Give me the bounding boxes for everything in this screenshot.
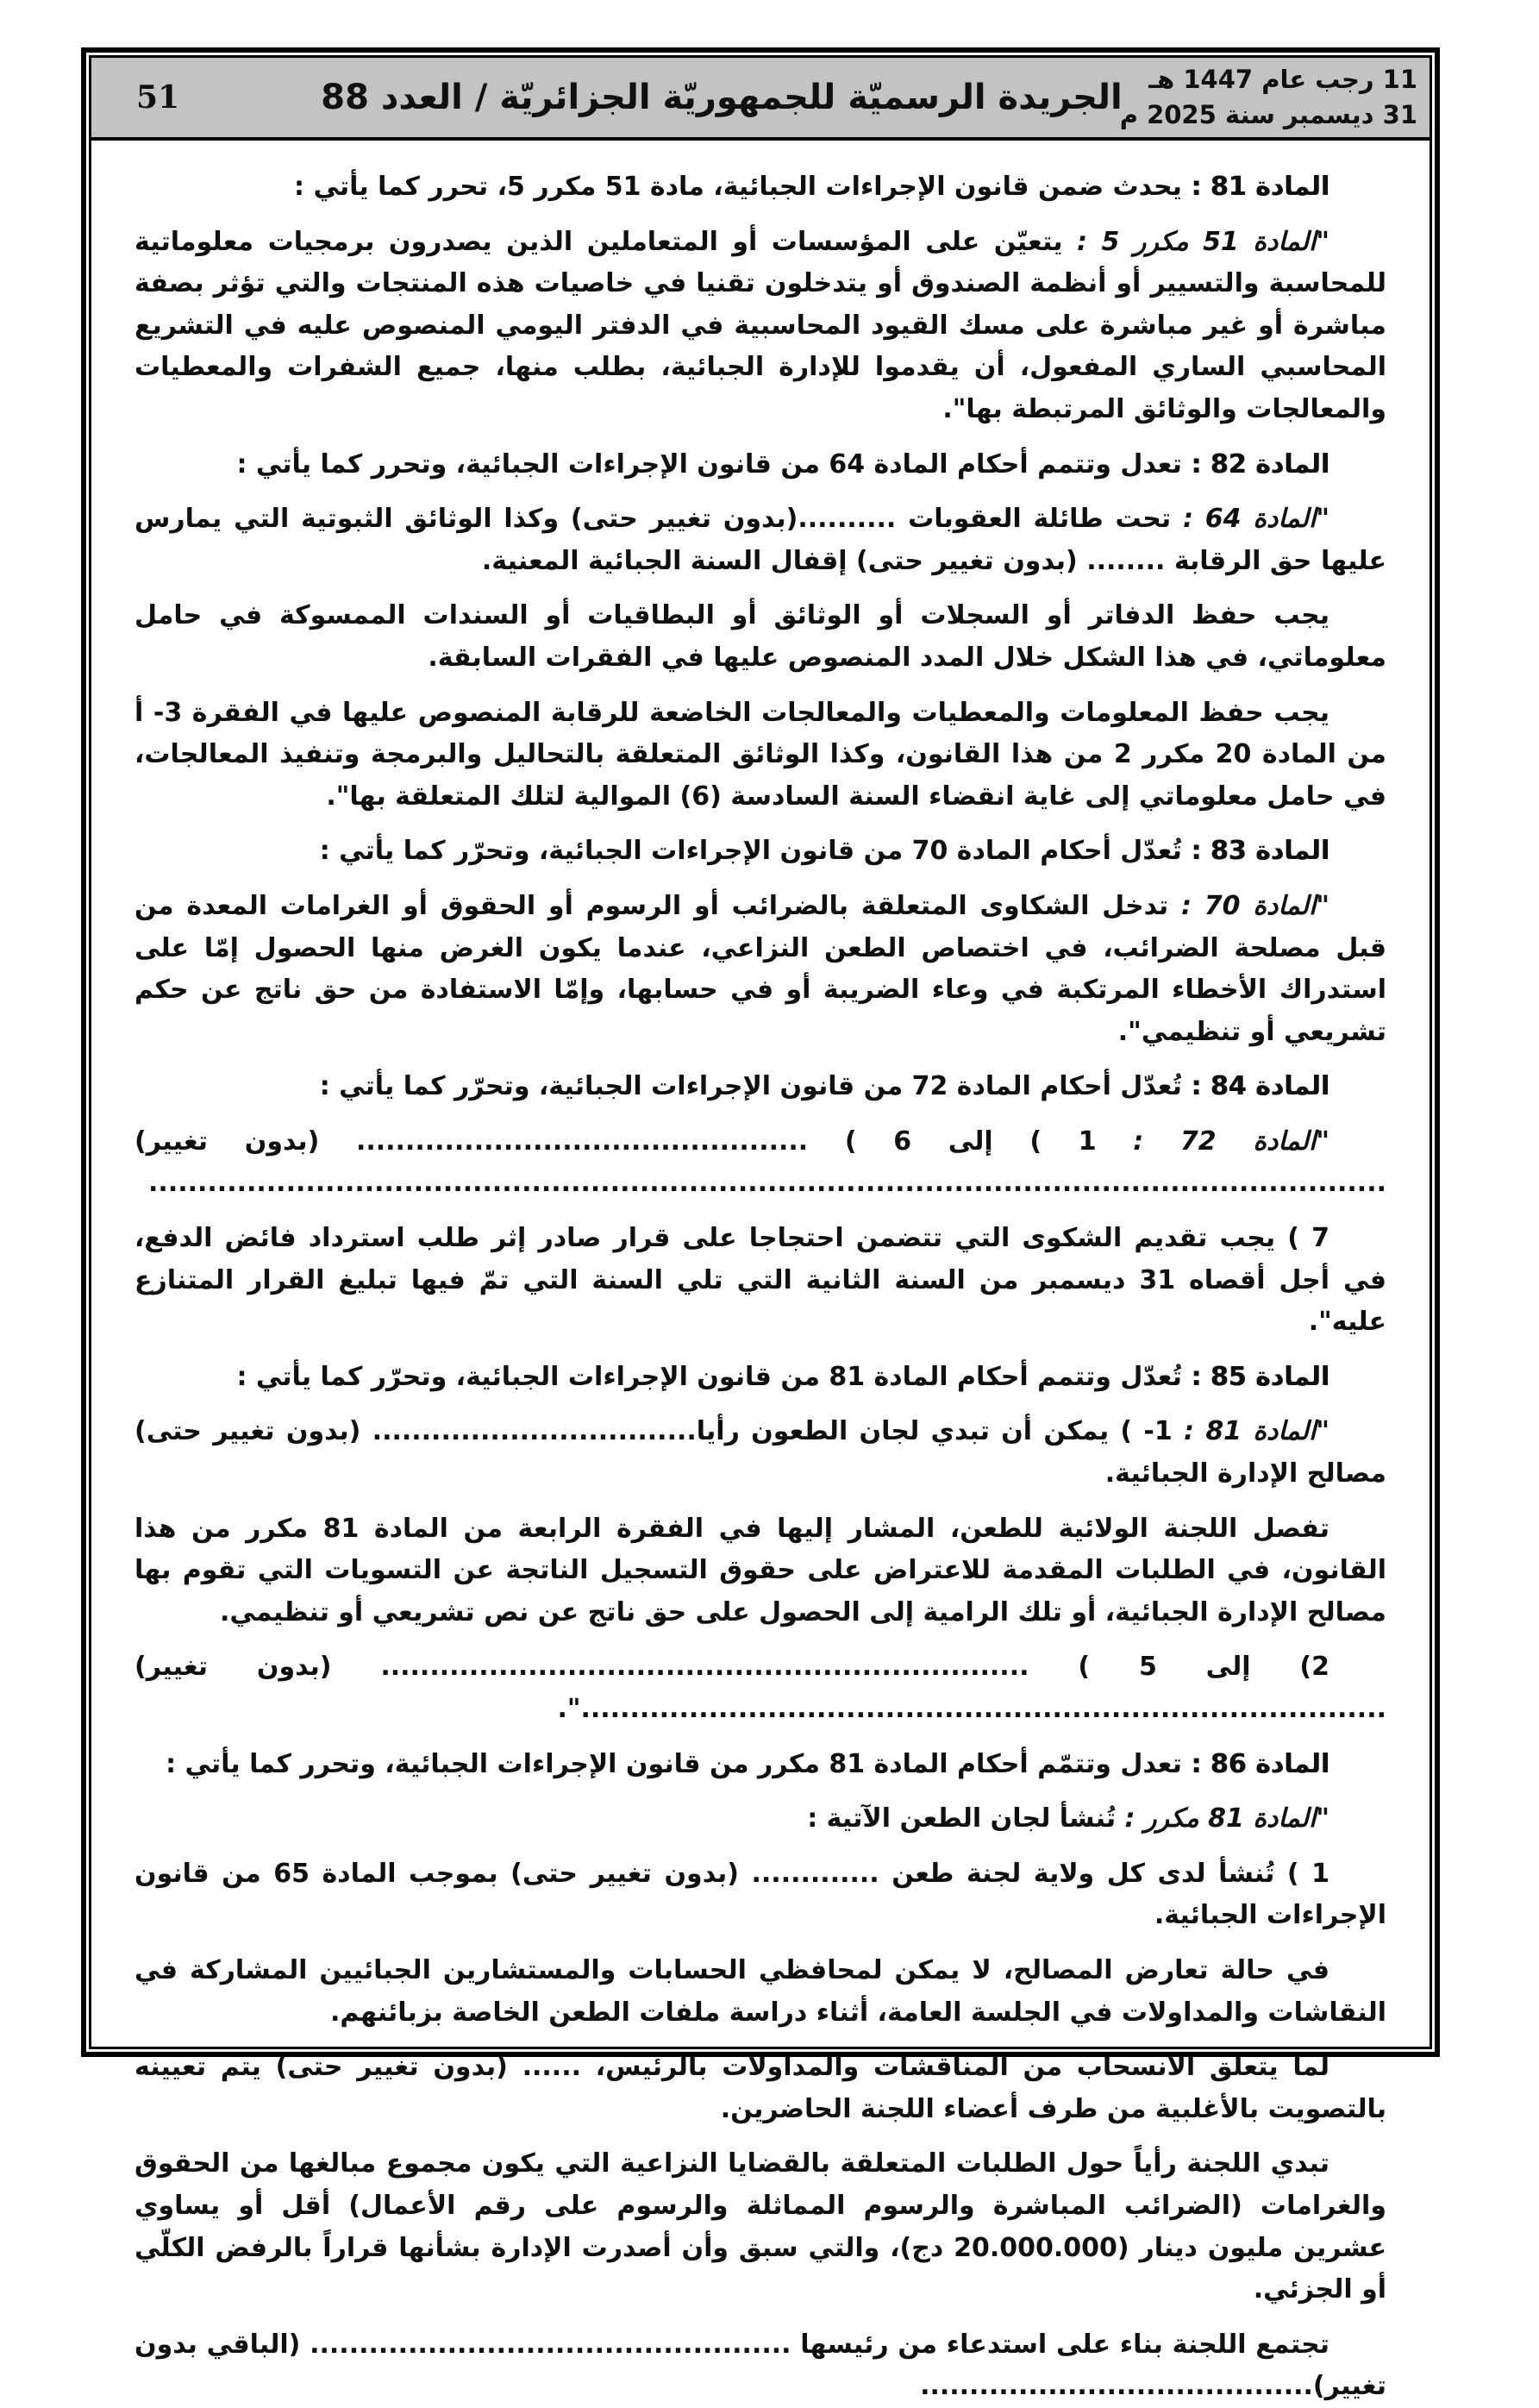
paragraph: يجب حفظ المعلومات والمعطيات والمعالجات الخاضعة للرقابة المنصوص عليها في الفقرة 3- أ من المادة 20 مكرر 2 من هذا القانون، وكذا الوثائق المتعلقة بالتحاليل والبرمجة وتنفيذ المعالجات، في حامل معلوماتي إلى غاية انقضاء السنة السادسة (6) الموالية لتلك المتعلقة بها". — [135, 697, 1386, 812]
page-header — [91, 58, 1430, 141]
paragraph: "المادة 70 : تدخل الشكاوى المتعلقة بالضرائب أو الرسوم أو الحقوق أو الغرامات المعدة من قبل مصلحة الضرائب، في اختصاص الطعن النزاعي، عندما يكون الغرض منها الحصول إمّا على استدراك الأخطاء المرتكبة في وعاء الضريبة أو في حسابها، وإمّا الاستفادة من حق ناتج عن حكم تشريعي أو تنظيمي". — [135, 890, 1386, 1047]
article-number: المادة 82 : — [1181, 448, 1329, 480]
paragraph: "المادة 51 مكرر 5 : يتعيّن على المؤسسات أو المتعاملين الذين يصدرون برمجيات معلوماتية للمحاسبة والتسيير أو أنظمة الصندوق أو يتدخلون تقنيا في خاصيات هذه المنتجات والتي تؤثر بصفة مباشرة أو غير مباشرة على مسك القيود المحاسبية في الدفتر اليومي المنصوص عليه في التشريع المحاسبي الساري المفعول، أن يقدموا للإدارة الجبائية، بطلب منها، جميع الشفرات والمعطيات والمعالجات والوثائق المرتبطة بها". — [135, 226, 1386, 424]
issue-dates — [1119, 62, 1430, 132]
paragraph: 2) إلى 5 ) .................................................................. (بدون تغيير) ..................................................................................". — [135, 1652, 1386, 1724]
article-number: المادة 86 : — [1181, 1748, 1329, 1779]
document-body — [91, 141, 1430, 2408]
paragraph: "المادة 81 مكرر : تُنشأ لجان الطعن الآتية : — [807, 1803, 1329, 1834]
article-heading-paragraph: المادة 85 : تُعدّل وتتمم أحكام المادة 81 من قانون الإجراءات الجبائية، وتحرّر كما يأتي : — [236, 1361, 1329, 1392]
article-heading-paragraph: المادة 83 : تُعدّل أحكام المادة 70 من قانون الإجراءات الجبائية، وتحرّر كما يأتي : — [319, 836, 1329, 867]
paragraph: 1 ) تُنشأ لدى كل ولاية لجنة طعن ............. (بدون تغيير حتى) بموجب المادة 65 من قانون الإجراءات الجبائية. — [135, 1858, 1386, 1931]
quoted-article-number: "المادة 51 مكرر 5 : — [1062, 226, 1329, 257]
article-number: المادة 83 : — [1181, 836, 1329, 867]
article-heading-paragraph: المادة 82 : تعدل وتتمم أحكام المادة 64 من قانون الإجراءات الجبائية، وتحرر كما يأتي : — [236, 448, 1329, 480]
paragraph: 7 ) يجب تقديم الشكوى التي تتضمن احتجاجا على قرار صادر إثر طلب استرداد فائض الدفع، في أجل أقصاه 31 ديسمبر من السنة الثانية التي تلي السنة التي تمّ فيها تبليغ القرار المتنازع عليه". — [135, 1223, 1386, 1338]
paragraph: "المادة 81 : 1- ) يمكن أن تبدي لجان الطعون رأيا................................. (بدون تغيير حتى) مصالح الإدارة الجبائية. — [135, 1416, 1386, 1489]
quoted-article-number: "المادة 72 : — [1096, 1126, 1329, 1157]
paragraph: "المادة 72 : 1 ) إلى 6 ) .............................................. (بدون تغيير) .............................................................................................................................. — [135, 1126, 1386, 1199]
article-heading-paragraph: المادة 81 : يحدث ضمن قانون الإجراءات الجبائية، مادة 51 مكرر 5، تحرر كما يأتي : — [294, 172, 1329, 202]
quoted-article-number: "المادة 64 : — [1171, 504, 1329, 535]
quoted-article-number: "المادة 81 : — [1172, 1416, 1330, 1447]
paragraph: تفصل اللجنة الولائية للطعن، المشار إليها في الفقرة الرابعة من المادة 81 مكرر من هذا القانون، في الطلبات المقدمة للاعتراض على حقوق التسجيل الناتجة عن التسويات التي تقوم بها مصالح الإدارة الجبائية، أو تلك الرامية إلى الحصول على حق ناتج عن نص تشريعي أو تنظيمي. — [135, 1513, 1386, 1627]
paragraph: "المادة 64 : تحت طائلة العقوبات ..........(بدون تغيير حتى) وكذا الوثائق الثبوتية التي يمارس عليها حق الرقابة ........ (بدون تغيير حتى) إقفال السنة الجبائية المعنية. — [135, 504, 1386, 576]
article-number: المادة 84 : — [1181, 1071, 1329, 1102]
quoted-article-number: "المادة 70 : — [1168, 890, 1329, 921]
article-number: المادة 85 : — [1181, 1361, 1329, 1392]
paragraph: تجتمع اللجنة بناء على استدعاء من رئيسها ................................................. (الباقي بدون تغيير)........................................ — [135, 2329, 1386, 2402]
paragraph: في حالة تعارض المصالح، لا يمكن لمحافظي الحسابات والمستشارين الجبائيين المشاركة في النقاشات والمداولات في الجلسة العامة، أثناء دراسة ملفات الطعن الخاصة بزبائنهم. — [135, 1954, 1386, 2028]
paragraph: يجب حفظ الدفاتر أو السجلات أو الوثائق أو البطاقيات أو السندات الممسوكة في حامل معلوماتي، في هذا الشكل خلال المدد المنصوص عليها في الفقرات السابقة. — [135, 600, 1386, 673]
page-number: 51 — [136, 79, 180, 116]
article-heading-paragraph: المادة 84 : تُعدّل أحكام المادة 72 من قانون الإجراءات الجبائية، وتحرّر كما يأتي : — [319, 1071, 1329, 1102]
paragraph: تبدي اللجنة رأياً حول الطلبات المتعلقة بالقضايا النزاعية التي يكون مجموع مبالغها من الحقوق والغرامات (الضرائب المباشرة والرسوم المماثلة والرسوم على رقم الأعمال) أقل أو يساوي عشرين مليون دينار (20.000.000 دج)، والتي سبق وأن أصدرت الإدارة بشأنها قراراً بالرفض الكلّي أو الجزئي. — [135, 2148, 1386, 2305]
article-number: المادة 81 : — [1181, 172, 1329, 202]
quoted-article-number: "المادة 81 مكرر : — [1116, 1803, 1329, 1834]
gazette-title: الجريدة الرسميّة للجمهوريّة الجزائريّة / العدد 88 — [321, 78, 1123, 117]
date-gregorian: 31 ديسمبر سنة 2025 م — [1119, 100, 1417, 129]
date-hijri: 11 رجب عام 1447 هـ — [1148, 65, 1417, 95]
article-heading-paragraph: المادة 86 : تعدل وتتمّم أحكام المادة 81 مكرر من قانون الإجراءات الجبائية، وتحرر كما يأتي : — [166, 1748, 1329, 1779]
page-frame — [89, 55, 1432, 2402]
paragraph: لما يتعلق الانسحاب من المناقشات والمداولات بالرئيس، ...... (بدون تغيير حتى) يتم تعيينه بالتصويت بالأغلبية من طرف أعضاء اللجنة الحاضرين. — [135, 2052, 1386, 2124]
